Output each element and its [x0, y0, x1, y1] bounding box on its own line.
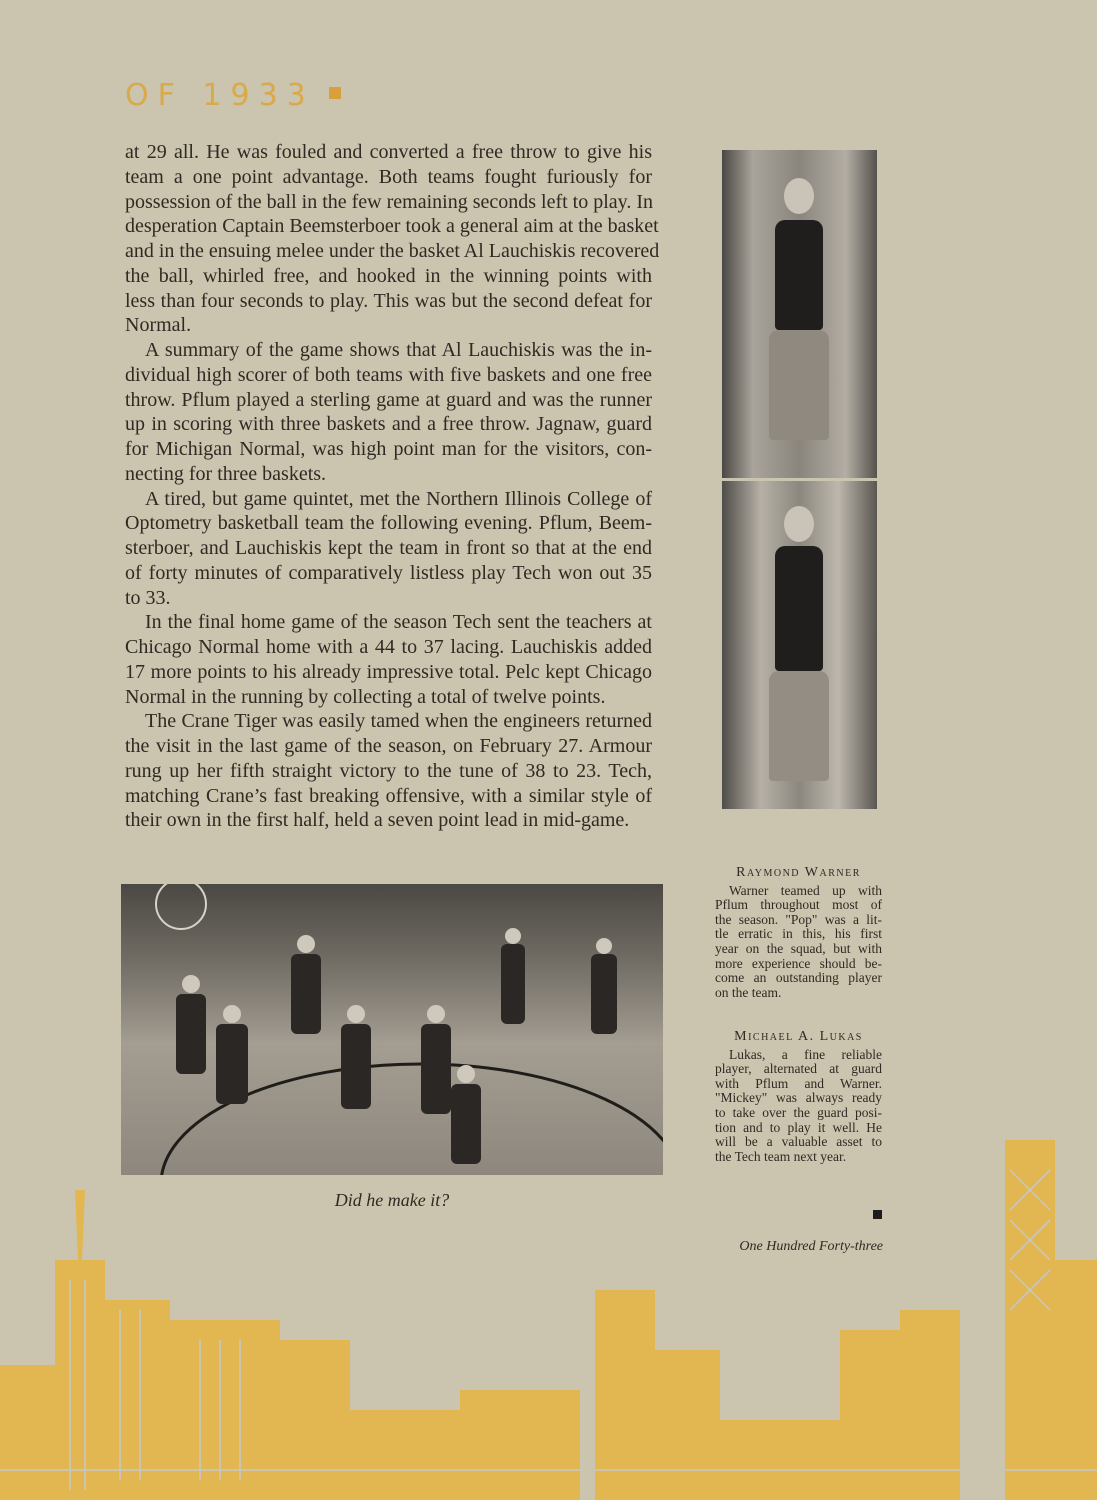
text-line: sterboer, and Lauchiskis kept the team in front so that at the end [125, 537, 652, 559]
page-number: One Hundred Forty-three [739, 1239, 883, 1254]
photo-caption: Did he make it? [334, 1190, 450, 1210]
text-line: desperation Captain Beemsterboer took a general aim at the basket [125, 215, 659, 238]
text-line: to 33. [125, 586, 171, 609]
bio-text-line: with Pflum and Warner. [715, 1075, 882, 1091]
bio-text-line: "Mickey" was always ready [715, 1090, 882, 1106]
paragraph [125, 487, 652, 611]
text-line: Chicago Normal home with a 44 to 37 lacing. Lauchiskis added [125, 636, 652, 658]
player-legs [769, 671, 829, 781]
bio-text-line: year on the squad, but with [715, 940, 882, 956]
bio-text-line: tle erratic in this, his first [715, 926, 882, 942]
text-line: the visit in the last game of the season, on February 27. Armour [125, 735, 652, 757]
bio-text-line: Lukas, a fine reliable [729, 1046, 882, 1062]
bio-text-line: come an outstanding player [715, 970, 882, 986]
player-head [784, 506, 814, 542]
player-uniform [775, 546, 823, 671]
bio-name: Michael A. Lukas [734, 1029, 863, 1044]
bio-text-line: to take over the guard posi- [715, 1104, 882, 1120]
paragraph [125, 140, 660, 338]
text-line: necting for three baskets. [125, 462, 327, 485]
bio-text-line: tion and to play it well. He [715, 1119, 882, 1135]
bio-text-line: the season. "Pop" was a lit- [715, 911, 882, 927]
paragraph [125, 610, 652, 709]
bio-text-line: will be a valuable asset to [715, 1134, 882, 1150]
bio-text-line: more experience should be- [715, 955, 882, 971]
text-line: at 29 all. He was fouled and converted a free throw to give his [125, 141, 652, 163]
text-line: A tired, but game quintet, met the Northern Illinois College of [145, 487, 652, 510]
text-line: The Crane Tiger was easily tamed when the engineers returned [145, 710, 652, 733]
text-line: rung up her fifth straight victory to the tune of 38 to 23. Tech, [125, 759, 652, 782]
bio-text-line: on the team. [715, 984, 782, 1000]
bio-raymond-warner [715, 866, 882, 1000]
text-line: In the final home game of the season Tech sent the teachers at [145, 611, 652, 634]
header-title: OF 1933 [125, 78, 315, 113]
skyline-illustration [0, 1110, 1097, 1500]
text-line: team a one point advantage. Both teams fought furiously for [125, 165, 652, 188]
bio-text-line: Warner teamed up with [729, 882, 882, 898]
paragraph [125, 338, 652, 487]
text-line: throw. Pflum played a sterling game at guard and was the runner [125, 388, 652, 411]
text-line: dividual high scorer of both teams with five baskets and one free [125, 363, 652, 386]
text-line: less than four seconds to play. This was but the second defeat for [125, 289, 652, 312]
player-uniform [775, 220, 823, 330]
text-line: Normal. [125, 314, 192, 337]
player-photo-lukas [722, 481, 877, 809]
text-line: matching Crane’s fast breaking offensive, with a similar style of [125, 784, 652, 807]
bio-text-line: the Tech team next year. [715, 1148, 847, 1164]
text-line: Normal in the running by collecting a total of twelve points. [125, 685, 606, 708]
text-line: and in the ensuing melee under the basket Al Lauchiskis recovered [125, 240, 660, 262]
paragraph [125, 709, 652, 833]
player-head [784, 178, 814, 214]
text-line: Optometry basketball team the following evening. Pflum, Beem- [125, 512, 652, 535]
bio-name: Raymond Warner [736, 865, 861, 880]
text-line: of forty minutes of comparatively listless play Tech won out 35 [125, 561, 652, 584]
article-body [125, 140, 660, 833]
bio-text-line: player, alternated at guard [715, 1061, 882, 1077]
text-line: for Michigan Normal, was high point man for the visitors, con- [125, 438, 652, 460]
text-line: the ball, whirled free, and hooked in the winning points with [125, 264, 652, 287]
player-legs [769, 330, 829, 440]
text-line: their own in the first half, held a seven point lead in mid-game. [125, 809, 630, 832]
text-line: A summary of the game shows that Al Lauchiskis was the in- [145, 339, 652, 361]
text-line: 17 more points to his already impressive total. Pelc kept Chicago [125, 660, 652, 683]
bio-text-line: Pflum throughout most of [715, 897, 882, 913]
text-line: up in scoring with three baskets and a free throw. Jagnaw, guard [125, 413, 652, 436]
text-line: possession of the ball in the few remaining seconds left to play. In [125, 190, 654, 213]
page-header [125, 78, 341, 113]
player-photo-warner [722, 150, 877, 478]
square-ornament-icon [329, 87, 341, 99]
